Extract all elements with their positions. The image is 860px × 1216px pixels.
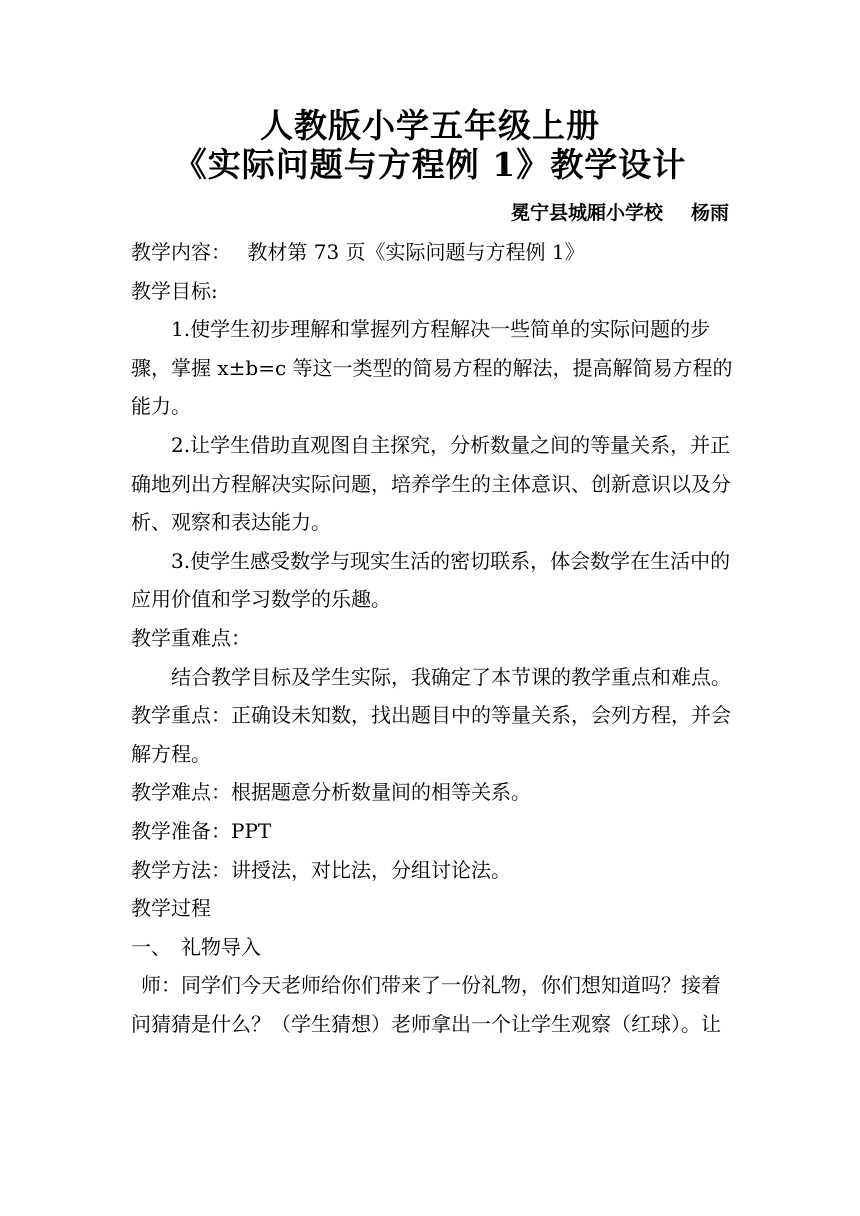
goal-2-line: 确地列出方程解决实际问题，培养学生的主体意识、创新意识以及分 — [131, 471, 731, 496]
goal-1-line: 1.使学生初步理解和掌握列方程解决一些简单的实际问题的步 — [171, 317, 711, 342]
school-name: 冕宁县城厢小学校 — [510, 202, 663, 224]
document-title-line1: 人教版小学五年级上册 — [260, 106, 600, 145]
document-body — [131, 233, 731, 1043]
goal-1-line: 能力。 — [131, 394, 191, 419]
goal-3-line: 3.使学生感受数学与现实生活的密切联系，体会数学在生活中的 — [171, 548, 731, 573]
document-title-line2: 《实际问题与方程例 1》教学设计 — [173, 145, 687, 184]
preparation-line: 教学准备：PPT — [131, 818, 272, 843]
paragraph-line: 问猜猜是什么？（学生猜想）老师拿出一个让学生观察（红球）。让 — [131, 1011, 721, 1036]
key-point-line: 解方程。 — [131, 741, 211, 766]
goal-3-line: 应用价值和学习数学的乐趣。 — [131, 587, 391, 612]
key-point-line: 教学重点：正确设未知数，找出题目中的等量关系，会列方程，并会 — [131, 703, 731, 728]
section-1-heading: 一、 礼物导入 — [131, 934, 261, 959]
key-difficult-heading: 教学重难点： — [131, 625, 251, 650]
process-heading: 教学过程 — [131, 896, 211, 921]
author-name: 杨雨 — [690, 202, 729, 224]
goal-1-line: 骤，掌握 x±b=c 等这一类型的简易方程的解法，提高解简易方程的 — [131, 355, 733, 380]
key-difficult-intro: 结合教学目标及学生实际，我确定了本节课的教学重点和难点。 — [171, 664, 731, 689]
teaching-content-line: 教学内容： 教材第 73 页《实际问题与方程例 1》 — [131, 240, 585, 264]
teaching-goals-heading: 教学目标: — [131, 278, 218, 303]
author-line — [511, 200, 729, 226]
paragraph-line: 师：同学们今天老师给你们带来了一份礼物，你们想知道吗？接着 — [141, 973, 721, 998]
goal-2-line: 析、观察和表达能力。 — [131, 510, 331, 535]
method-line: 教学方法：讲授法，对比法，分组讨论法。 — [131, 857, 511, 882]
difficult-point-line: 教学难点：根据题意分析数量间的相等关系。 — [131, 780, 531, 805]
goal-2-line: 2.让学生借助直观图自主探究，分析数量之间的等量关系，并正 — [171, 432, 731, 457]
